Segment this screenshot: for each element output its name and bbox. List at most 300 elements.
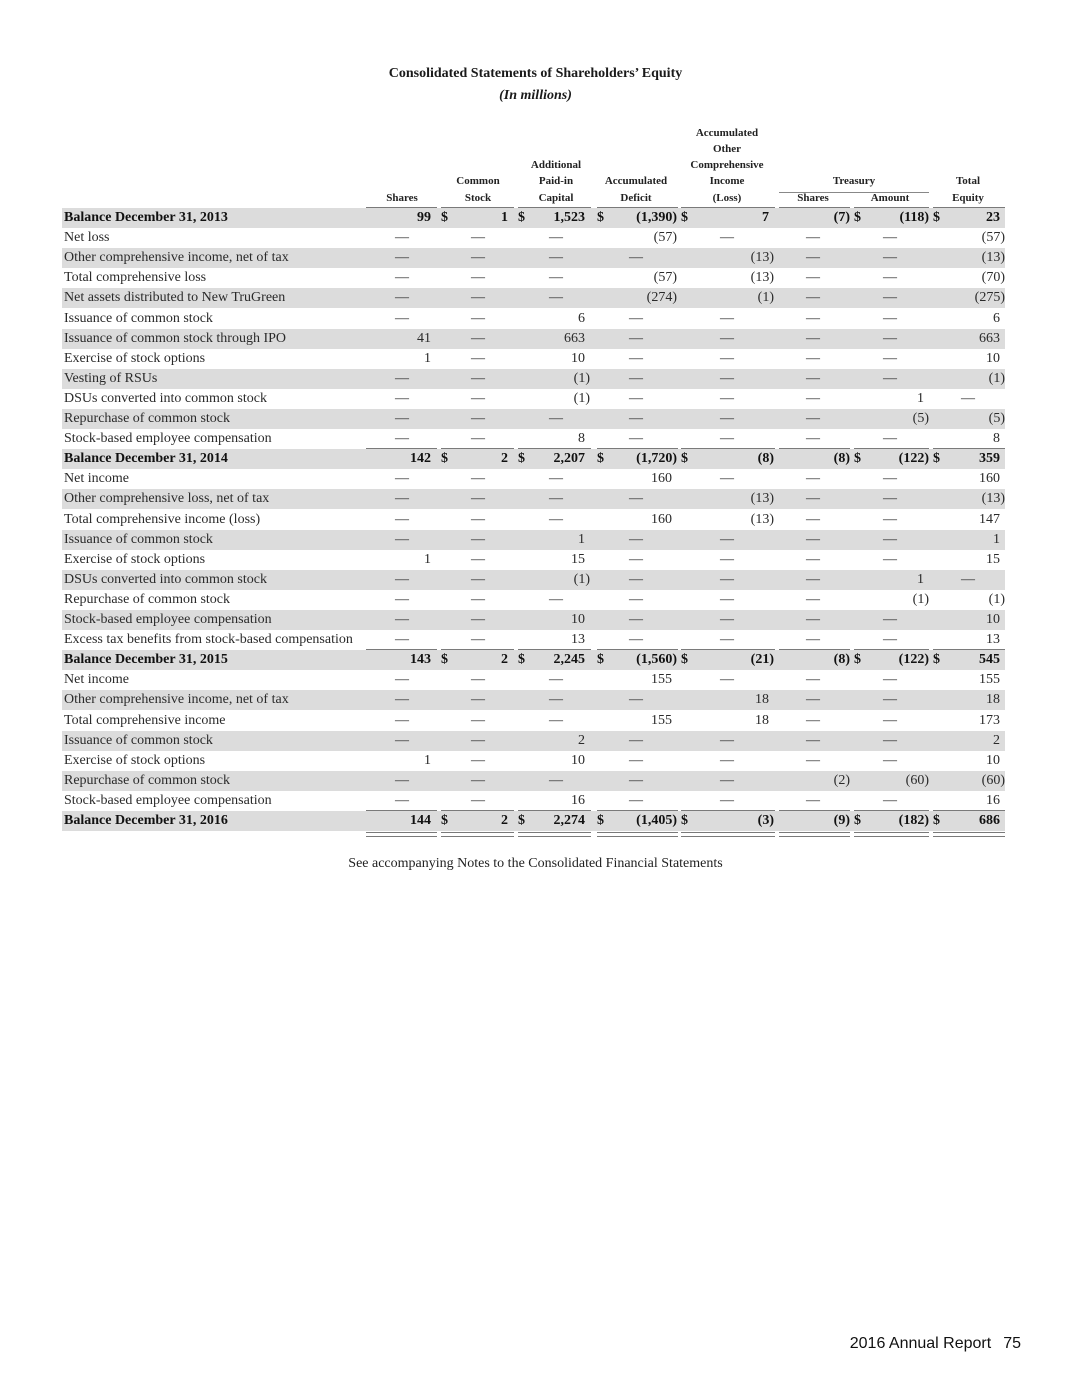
cell-shares: —	[395, 612, 409, 627]
currency-sign: $	[518, 210, 525, 225]
cell-treasury-amount: (118)	[899, 210, 929, 225]
cell-apic: —	[549, 250, 563, 266]
treasury-group-underline	[779, 192, 929, 193]
table-row	[62, 429, 1005, 449]
cell-common-stock: —	[471, 612, 485, 627]
row-label: Net income	[64, 471, 129, 487]
table-row	[62, 630, 1005, 650]
cell-common-stock: —	[471, 411, 485, 426]
cell-aoci: 7	[762, 210, 769, 225]
cell-deficit: (274)	[646, 290, 677, 306]
cell-total-equity: 10	[986, 752, 1000, 768]
cell-shares: 99	[417, 210, 431, 225]
row-label: Total comprehensive income	[64, 712, 226, 728]
cell-treasury-shares: —	[806, 511, 820, 527]
row-label: Repurchase of common stock	[64, 411, 231, 426]
cell-total-equity: 155	[979, 672, 1000, 688]
cell-apic: —	[549, 672, 563, 688]
col-header-line: Accumulated	[604, 175, 668, 188]
cell-aoci: —	[720, 230, 734, 246]
cell-shares: —	[395, 471, 409, 487]
cell-shares: —	[395, 692, 409, 708]
cell-total-equity: 663	[979, 330, 1000, 346]
cell-treasury-shares: —	[806, 290, 820, 306]
cell-common-stock: —	[471, 692, 485, 708]
cell-deficit: 155	[651, 712, 672, 728]
cell-apic: 15	[571, 551, 585, 567]
column-rule	[518, 810, 591, 811]
cell-common-stock: —	[471, 390, 485, 406]
column-rule	[854, 448, 929, 449]
currency-sign: $	[854, 652, 861, 668]
cell-deficit: —	[629, 491, 643, 507]
cell-aoci: —	[720, 471, 734, 487]
cell-treasury-amount: —	[883, 370, 897, 386]
table-row	[62, 771, 1005, 791]
cell-shares: —	[395, 632, 409, 648]
cell-common-stock: 2	[501, 813, 508, 828]
cell-common-stock: —	[471, 712, 485, 728]
cell-treasury-amount: 1	[917, 390, 924, 406]
cell-aoci: —	[720, 591, 734, 607]
col-header-line: Accumulated	[695, 126, 759, 139]
col-header-line: Shares	[386, 191, 418, 204]
cell-shares: 144	[410, 813, 431, 828]
column-rule	[597, 649, 678, 650]
cell-deficit: (1,720)	[636, 451, 677, 467]
currency-sign: $	[854, 451, 861, 467]
row-label: Issuance of common stock through IPO	[64, 330, 287, 346]
cell-treasury-shares: —	[806, 310, 820, 326]
table-row	[62, 530, 1005, 550]
currency-sign: $	[933, 652, 940, 668]
row-label: Other comprehensive income, net of tax	[64, 692, 289, 708]
currency-sign: $	[518, 451, 525, 467]
cell-deficit: —	[629, 370, 643, 386]
row-label: DSUs converted into common stock	[64, 571, 267, 587]
cell-shares: —	[395, 290, 409, 306]
cell-apic: 2,274	[553, 813, 585, 828]
cell-treasury-amount: —	[883, 612, 897, 627]
cell-apic: —	[549, 511, 563, 527]
cell-treasury-shares: —	[806, 571, 820, 587]
cell-deficit: —	[629, 792, 643, 808]
cell-aoci: —	[720, 431, 734, 447]
cell-total-equity: —	[961, 390, 975, 406]
cell-treasury-amount: —	[883, 752, 897, 768]
cell-treasury-amount: (182)	[898, 813, 929, 828]
cell-total-equity: 147	[979, 511, 1000, 527]
col-header-line: Other	[712, 142, 742, 155]
cell-shares: 41	[417, 330, 431, 346]
statement-subtitle: (In millions)	[499, 88, 572, 103]
table-row	[62, 690, 1005, 710]
cell-treasury-amount: —	[883, 250, 897, 266]
cell-apic: —	[549, 692, 563, 708]
cell-apic: 13	[571, 632, 585, 648]
cell-apic: 16	[571, 792, 585, 808]
cell-treasury-amount: —	[883, 551, 897, 567]
cell-treasury-shares: —	[806, 672, 820, 688]
row-label: Vesting of RSUs	[64, 370, 158, 386]
column-rule	[597, 207, 678, 208]
cell-total-equity: 2	[993, 732, 1000, 748]
column-rule	[681, 810, 775, 811]
cell-total-equity: (1)	[988, 370, 1005, 386]
cell-aoci: —	[720, 772, 734, 788]
cell-aoci: (3)	[757, 813, 774, 828]
cell-apic: —	[549, 230, 563, 246]
row-label: Exercise of stock options	[64, 551, 206, 567]
cell-common-stock: —	[471, 270, 485, 286]
column-rule	[681, 207, 775, 208]
col-header-line: Stock	[464, 191, 492, 204]
currency-sign: $	[441, 451, 448, 467]
cell-deficit: —	[629, 551, 643, 567]
cell-total-equity: (5)	[988, 411, 1005, 426]
cell-treasury-shares: —	[806, 471, 820, 487]
row-label: Excess tax benefits from stock-based compensation	[64, 632, 353, 648]
cell-treasury-amount: —	[883, 632, 897, 648]
cell-treasury-shares: —	[806, 632, 820, 648]
column-rule	[441, 810, 514, 811]
cell-deficit: —	[629, 612, 643, 627]
currency-sign: $	[854, 210, 861, 225]
cell-total-equity: (13)	[981, 491, 1005, 507]
cell-shares: —	[395, 712, 409, 728]
cell-shares: —	[395, 310, 409, 326]
cell-common-stock: —	[471, 491, 485, 507]
cell-deficit: —	[629, 411, 643, 426]
table-row	[62, 570, 1005, 590]
table-row	[62, 349, 1005, 369]
cell-common-stock: 2	[501, 451, 508, 467]
cell-treasury-shares: —	[806, 712, 820, 728]
balance-row	[62, 811, 1005, 831]
cell-treasury-shares: (7)	[833, 210, 850, 225]
cell-aoci: —	[720, 390, 734, 406]
col-header-line: Income	[709, 175, 745, 188]
cell-treasury-shares: (9)	[833, 813, 850, 828]
cell-shares: —	[395, 431, 409, 447]
table-row	[62, 228, 1005, 248]
table-row	[62, 791, 1005, 811]
column-rule	[597, 810, 678, 811]
cell-total-equity: 686	[979, 813, 1000, 828]
cell-aoci: (13)	[750, 491, 774, 507]
cell-apic: (1)	[573, 390, 590, 406]
column-rule	[681, 448, 775, 449]
column-rule	[779, 810, 850, 811]
cell-shares: 143	[410, 652, 431, 668]
column-rule	[366, 448, 437, 449]
cell-apic: 8	[578, 431, 585, 447]
double-rule	[779, 832, 850, 837]
table-row	[62, 751, 1005, 771]
col-header-treasury-group: Treasury	[832, 175, 876, 188]
table-row	[62, 610, 1005, 630]
cell-treasury-amount: —	[883, 310, 897, 326]
row-label: Net loss	[64, 230, 110, 246]
cell-total-equity: 173	[979, 712, 1000, 728]
currency-sign: $	[681, 652, 688, 668]
column-rule	[933, 207, 1005, 208]
cell-treasury-shares: —	[806, 330, 820, 346]
column-rule	[597, 448, 678, 449]
table-row	[62, 670, 1005, 690]
cell-total-equity: 18	[986, 692, 1000, 708]
cell-treasury-amount: —	[883, 230, 897, 246]
currency-sign: $	[597, 210, 604, 225]
row-label: Total comprehensive loss	[64, 270, 207, 286]
cell-deficit: 155	[651, 672, 672, 688]
cell-apic: —	[549, 772, 563, 788]
cell-apic: —	[549, 471, 563, 487]
cell-total-equity: 359	[979, 451, 1000, 467]
cell-deficit: —	[629, 350, 643, 366]
cell-treasury-shares: —	[806, 411, 820, 426]
col-header-line: (Loss)	[712, 191, 742, 204]
row-label: DSUs converted into common stock	[64, 390, 267, 406]
cell-shares: —	[395, 390, 409, 406]
cell-aoci: —	[720, 310, 734, 326]
cell-apic: —	[549, 270, 563, 286]
cell-total-equity: 545	[979, 652, 1000, 668]
cell-shares: —	[395, 792, 409, 808]
cell-common-stock: —	[471, 632, 485, 648]
row-label: Net assets distributed to New TruGreen	[64, 290, 286, 306]
cell-deficit: —	[629, 591, 643, 607]
row-label: Net income	[64, 672, 129, 688]
double-rule	[441, 832, 514, 837]
cell-aoci: (1)	[757, 290, 774, 306]
row-label: Total comprehensive income (loss)	[64, 511, 261, 527]
cell-treasury-shares: —	[806, 752, 820, 768]
row-label: Balance December 31, 2014	[64, 451, 228, 467]
row-label: Other comprehensive income, net of tax	[64, 250, 289, 266]
cell-treasury-amount: —	[883, 672, 897, 688]
cell-common-stock: —	[471, 772, 485, 788]
cell-treasury-amount: —	[883, 792, 897, 808]
cell-aoci: —	[720, 672, 734, 688]
cell-treasury-amount: —	[883, 712, 897, 728]
cell-deficit: —	[629, 390, 643, 406]
cell-treasury-amount: —	[883, 270, 897, 286]
row-label: Repurchase of common stock	[64, 772, 231, 788]
cell-aoci: (8)	[757, 451, 774, 467]
cell-common-stock: —	[471, 571, 485, 587]
cell-aoci: —	[720, 752, 734, 768]
cell-deficit: —	[629, 732, 643, 748]
cell-common-stock: —	[471, 310, 485, 326]
cell-deficit: —	[629, 571, 643, 587]
cell-apic: 2,245	[553, 652, 585, 668]
cell-aoci: —	[720, 330, 734, 346]
cell-deficit: —	[629, 772, 643, 788]
cell-common-stock: 1	[501, 210, 508, 225]
column-rule	[366, 649, 437, 650]
cell-deficit: 160	[651, 511, 672, 527]
cell-apic: (1)	[573, 370, 590, 386]
currency-sign: $	[681, 210, 688, 225]
cell-total-equity: (57)	[981, 230, 1005, 246]
cell-deficit: (1,560)	[636, 652, 677, 668]
table-row	[62, 248, 1005, 268]
cell-total-equity: 23	[986, 210, 1000, 225]
table-row	[62, 309, 1005, 329]
double-rule	[681, 832, 775, 837]
cell-treasury-shares: —	[806, 491, 820, 507]
cell-deficit: (1,405)	[636, 813, 677, 828]
cell-deficit: —	[629, 692, 643, 708]
cell-aoci: 18	[755, 712, 769, 728]
cell-apic: —	[549, 591, 563, 607]
cell-shares: 1	[424, 752, 431, 768]
table-row	[62, 288, 1005, 308]
currency-sign: $	[933, 813, 940, 828]
cell-aoci: 18	[755, 692, 769, 708]
cell-deficit: —	[629, 752, 643, 768]
column-rule	[518, 448, 591, 449]
cell-treasury-shares: —	[806, 591, 820, 607]
statement-title: Consolidated Statements of Shareholders’ Equity	[388, 66, 683, 81]
cell-shares: —	[395, 672, 409, 688]
row-label: Issuance of common stock	[64, 732, 213, 748]
currency-sign: $	[441, 813, 448, 828]
cell-deficit: —	[629, 310, 643, 326]
cell-common-stock: —	[471, 290, 485, 306]
cell-apic: —	[549, 491, 563, 507]
cell-shares: —	[395, 511, 409, 527]
column-rule	[779, 207, 850, 208]
column-rule	[779, 649, 850, 650]
cell-aoci: —	[720, 531, 734, 547]
cell-total-equity: 160	[979, 471, 1000, 487]
double-rule	[933, 832, 1005, 837]
cell-shares: 142	[410, 451, 431, 467]
currency-sign: $	[933, 451, 940, 467]
cell-apic: 6	[578, 310, 585, 326]
double-rule	[597, 832, 678, 837]
cell-treasury-shares: —	[806, 390, 820, 406]
cell-treasury-shares: —	[806, 230, 820, 246]
cell-treasury-shares: —	[806, 270, 820, 286]
row-label: Stock-based employee compensation	[64, 431, 272, 447]
table-row	[62, 510, 1005, 530]
col-header-line: Comprehensive	[690, 159, 764, 172]
column-rule	[366, 207, 437, 208]
cell-treasury-amount: —	[883, 692, 897, 708]
cell-apic: 663	[564, 330, 585, 346]
cell-shares: —	[395, 411, 409, 426]
column-rule	[933, 649, 1005, 650]
cell-apic: 10	[571, 612, 585, 627]
page-footer	[850, 1335, 1021, 1353]
currency-sign: $	[681, 813, 688, 828]
cell-common-stock: —	[471, 471, 485, 487]
column-rule	[933, 448, 1005, 449]
cell-treasury-shares: —	[806, 732, 820, 748]
cell-total-equity: 6	[993, 310, 1000, 326]
cell-aoci: (13)	[750, 270, 774, 286]
table-row	[62, 268, 1005, 288]
column-rule	[933, 810, 1005, 811]
cell-treasury-amount: —	[883, 350, 897, 366]
cell-aoci: —	[720, 411, 734, 426]
report-name: 2016 Annual Report	[849, 1335, 992, 1352]
cell-deficit: (1,390)	[636, 210, 677, 225]
cell-total-equity: 15	[986, 551, 1000, 567]
cell-deficit: 160	[651, 471, 672, 487]
cell-apic: —	[549, 712, 563, 728]
cell-treasury-amount: —	[883, 531, 897, 547]
cell-apic: 10	[571, 752, 585, 768]
table-row	[62, 469, 1005, 489]
cell-shares: 1	[424, 350, 431, 366]
cell-deficit: —	[629, 330, 643, 346]
cell-treasury-amount: 1	[917, 571, 924, 587]
row-label: Other comprehensive loss, net of tax	[64, 491, 270, 507]
cell-common-stock: 2	[501, 652, 508, 668]
cell-aoci: —	[720, 632, 734, 648]
row-label: Balance December 31, 2015	[64, 652, 228, 668]
cell-aoci: (21)	[750, 652, 774, 668]
double-rule	[854, 832, 929, 837]
page-number: 75	[1003, 1335, 1021, 1352]
col-header-line: Equity	[952, 191, 984, 204]
cell-treasury-amount: (122)	[898, 652, 929, 668]
cell-aoci: —	[720, 571, 734, 587]
cell-treasury-shares: —	[806, 431, 820, 447]
column-rule	[518, 207, 591, 208]
col-header-line: Deficit	[620, 191, 652, 204]
col-header-line: Amount	[870, 191, 910, 204]
column-rule	[441, 207, 514, 208]
table-row	[62, 711, 1005, 731]
cell-treasury-amount: (5)	[912, 411, 929, 426]
currency-sign: $	[681, 451, 688, 467]
cell-treasury-amount: —	[883, 290, 897, 306]
cell-common-stock: —	[471, 511, 485, 527]
cell-treasury-shares: —	[806, 250, 820, 266]
cell-common-stock: —	[471, 531, 485, 547]
cell-treasury-amount: (1)	[912, 591, 929, 607]
cell-common-stock: —	[471, 431, 485, 447]
cell-apic: (1)	[573, 571, 590, 587]
cell-deficit: (57)	[653, 230, 677, 246]
column-rule	[441, 448, 514, 449]
cell-common-stock: —	[471, 350, 485, 366]
col-header-line: Total	[955, 175, 981, 188]
notes-reference: See accompanying Notes to the Consolidated Financial Statements	[348, 856, 723, 871]
cell-total-equity: 16	[986, 792, 1000, 808]
column-rule	[441, 649, 514, 650]
currency-sign: $	[441, 210, 448, 225]
row-label: Exercise of stock options	[64, 350, 206, 366]
cell-shares: —	[395, 531, 409, 547]
cell-shares: —	[395, 732, 409, 748]
table-row	[62, 389, 1005, 409]
balance-row	[62, 208, 1005, 228]
row-label: Exercise of stock options	[64, 752, 206, 768]
col-header-line: Additional	[530, 159, 582, 172]
table-row	[62, 550, 1005, 570]
currency-sign: $	[854, 813, 861, 828]
cell-aoci: —	[720, 612, 734, 627]
cell-apic: —	[549, 411, 563, 426]
double-rule	[518, 832, 591, 837]
cell-treasury-shares: (8)	[833, 451, 850, 467]
